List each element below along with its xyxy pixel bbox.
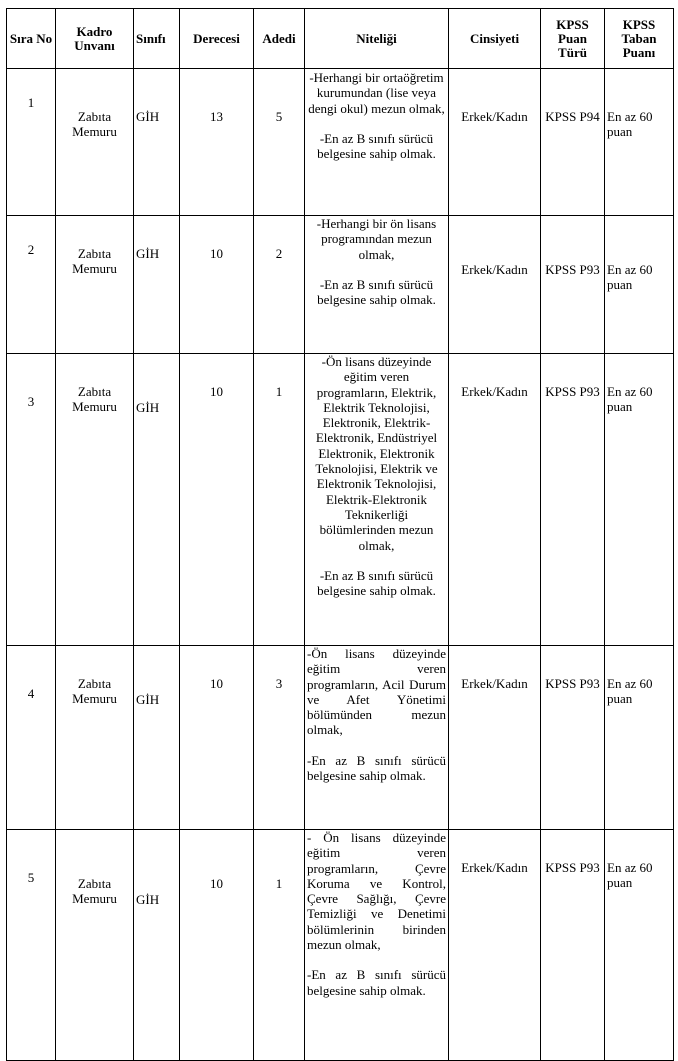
cell-nitelik	[305, 830, 449, 1061]
cell-derece: 10	[180, 830, 254, 1061]
nitelik-text: -Ön lisans düzeyinde eğitim veren programların, Elektrik, Elektrik Teknolojisi, Elektronik, Elektrik-Elektronik, Endüstriyel Elektronik, Elektronik Teknolojisi, Elektrik ve Elektronik Teknolojisi, Elektrik-Elektronik Teknikerliği bölümlerinden mezun olmak,	[315, 354, 438, 553]
cell-sira: 5	[7, 830, 56, 1061]
table-row	[7, 354, 674, 646]
nitelik-text: -En az B sınıfı sürücü belgesine sahip olmak.	[317, 276, 436, 308]
cell-taban: En az 60 puan	[605, 216, 674, 354]
cell-sira: 2	[7, 216, 56, 354]
cell-sinif: GİH	[134, 646, 180, 830]
cell-derece: 10	[180, 646, 254, 830]
header-sira: Sıra No	[7, 9, 56, 69]
table-row	[7, 646, 674, 830]
cell-sinif: GİH	[134, 69, 180, 216]
cell-sira: 4	[7, 646, 56, 830]
table-row	[7, 830, 674, 1061]
cell-taban: En az 60 puan	[605, 354, 674, 646]
header-adedi: Adedi	[254, 9, 305, 69]
cell-nitelik	[305, 69, 449, 216]
cell-adedi: 1	[254, 354, 305, 646]
cell-derece: 13	[180, 69, 254, 216]
cell-derece: 10	[180, 216, 254, 354]
cell-taban: En az 60 puan	[605, 69, 674, 216]
header-puan-turu: KPSS Puan Türü	[541, 9, 605, 69]
cell-puan-turu: KPSS P94	[541, 69, 605, 216]
nitelik-text: -En az B sınıfı sürücü belgesine sahip olmak.	[317, 130, 436, 162]
header-sinif: Sınıfı	[134, 9, 180, 69]
cell-cinsiyet: Erkek/Kadın	[449, 830, 541, 1061]
cell-sira: 3	[7, 354, 56, 646]
table-row	[7, 69, 674, 216]
cell-unvan: Zabıta Memuru	[56, 69, 134, 216]
cell-nitelik	[305, 354, 449, 646]
cell-sinif: GİH	[134, 830, 180, 1061]
cell-nitelik	[305, 216, 449, 354]
cell-adedi: 3	[254, 646, 305, 830]
header-unvan: Kadro Unvanı	[56, 9, 134, 69]
cell-puan-turu: KPSS P93	[541, 646, 605, 830]
header-cinsiyet: Cinsiyeti	[449, 9, 541, 69]
cell-unvan: Zabıta Memuru	[56, 646, 134, 830]
header-taban: KPSS Taban Puanı	[605, 9, 674, 69]
cell-adedi: 2	[254, 216, 305, 354]
cell-nitelik	[305, 646, 449, 830]
cell-unvan: Zabıta Memuru	[56, 830, 134, 1061]
kadro-table	[6, 8, 674, 1061]
nitelik-text: - Ön lisans düzeyinde eğitim veren programların, Çevre Koruma ve Kontrol, Çevre Sağlığı, Çevre Temizliği ve Denetimi bölümlerinin birinden mezun olmak,	[307, 830, 446, 953]
cell-cinsiyet: Erkek/Kadın	[449, 646, 541, 830]
cell-puan-turu: KPSS P93	[541, 830, 605, 1061]
cell-puan-turu: KPSS P93	[541, 354, 605, 646]
cell-adedi: 5	[254, 69, 305, 216]
cell-cinsiyet: Erkek/Kadın	[449, 69, 541, 216]
nitelik-text: -En az B sınıfı sürücü belgesine sahip olmak.	[317, 567, 436, 599]
header-row	[7, 9, 674, 69]
nitelik-text: -Herhangi bir ön lisans programından mezun olmak,	[316, 216, 437, 262]
table-row	[7, 216, 674, 354]
nitelik-text: -Ön lisans düzeyinde eğitim veren programların, Acil Durum ve Afet Yönetimi bölümünden mezun olmak,	[307, 646, 446, 738]
cell-sinif: GİH	[134, 354, 180, 646]
cell-cinsiyet: Erkek/Kadın	[449, 216, 541, 354]
cell-taban: En az 60 puan	[605, 830, 674, 1061]
cell-sira: 1	[7, 69, 56, 216]
header-derece: Derecesi	[180, 9, 254, 69]
cell-derece: 10	[180, 354, 254, 646]
nitelik-text: -En az B sınıfı sürücü belgesine sahip olmak.	[307, 967, 446, 998]
cell-puan-turu: KPSS P93	[541, 216, 605, 354]
cell-adedi: 1	[254, 830, 305, 1061]
cell-unvan: Zabıta Memuru	[56, 354, 134, 646]
nitelik-text: -Herhangi bir ortaöğretim kurumundan (lise veya dengi okul) mezun olmak,	[308, 70, 445, 116]
cell-unvan: Zabıta Memuru	[56, 216, 134, 354]
cell-cinsiyet: Erkek/Kadın	[449, 354, 541, 646]
nitelik-text: -En az B sınıfı sürücü belgesine sahip olmak.	[307, 752, 446, 784]
header-nitelik: Niteliği	[305, 9, 449, 69]
cell-sinif: GİH	[134, 216, 180, 354]
cell-taban: En az 60 puan	[605, 646, 674, 830]
